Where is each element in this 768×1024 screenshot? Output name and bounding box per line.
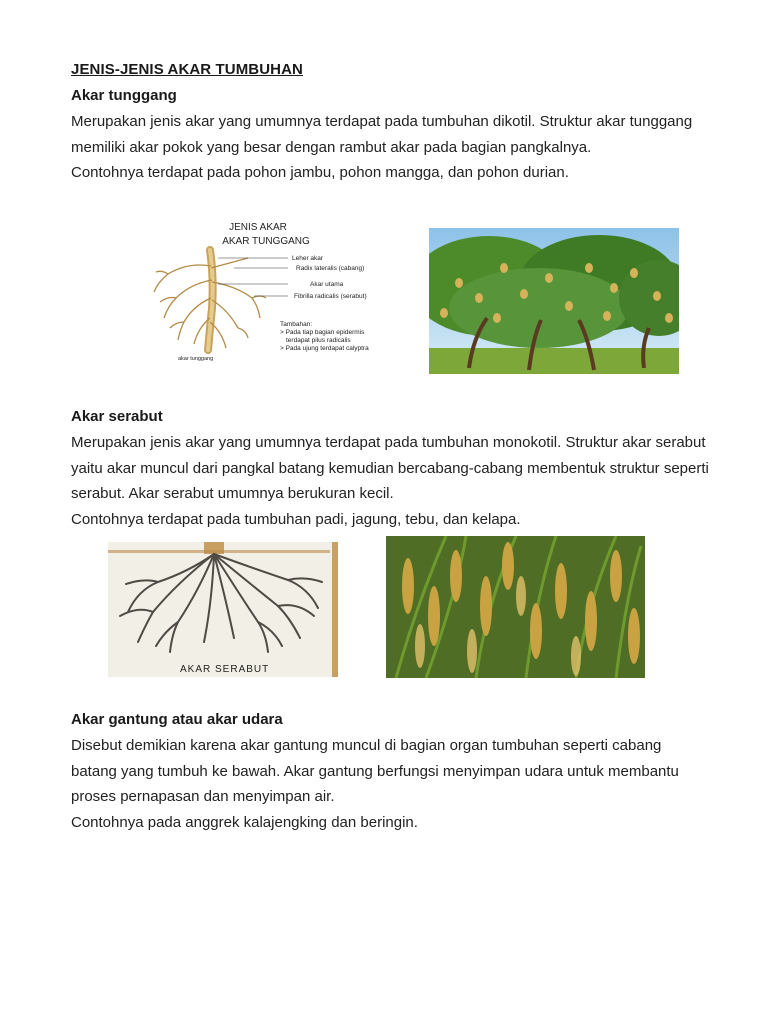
diagram-title-line1: JENIS AKAR <box>229 222 287 233</box>
example-akar-gantung: Contohnya pada anggrek kalajengking dan beringin. <box>71 813 418 831</box>
description-akar-gantung: Disebut demikian karena akar gantung muncul di bagian organ tumbuhan seperti cabang batang yang tumbuh ke bawah. Akar gantung berfungsi menyimpan udara untuk membantu proses pernapasan dan menyimpan air. <box>71 737 679 805</box>
diagram-label-3: Akar utama <box>310 281 344 288</box>
fibrous-caption: AKAR SERABUT <box>180 664 270 675</box>
diagram-note-title: Tambahan: <box>280 321 313 328</box>
diagram-note-line1: > Pada tiap bagian epidermis <box>280 329 365 336</box>
paragraph-akar-tunggang <box>71 109 711 186</box>
diagram-title-line2: AKAR TUNGGANG <box>222 236 310 247</box>
description-akar-serabut: Merupakan jenis akar yang umumnya terdapat pada tumbuhan monokotil. Struktur akar serabut yaitu akar muncul dari pangkal batang kemudian bercabang-cabang membentuk struktur seperti serabut. Akar serabut umumnya berukuran kecil. <box>71 434 709 502</box>
fibrous-root-diagram <box>108 542 338 677</box>
diagram-note-line2: terdapat pilus radicalis <box>286 337 351 344</box>
heading-akar-serabut: Akar serabut <box>71 408 163 425</box>
heading-akar-gantung: Akar gantung atau akar udara <box>71 711 283 728</box>
diagram-label-1: Leher akar <box>292 255 324 262</box>
diagram-label-4: Fibrilla radicalis (serabut) <box>294 293 367 300</box>
diagram-caption: akar tunggang <box>178 356 214 362</box>
document-title: JENIS-JENIS AKAR TUMBUHAN <box>71 61 303 78</box>
paragraph-akar-serabut <box>71 430 711 532</box>
diagram-label-2: Radix lateralis (cabang) <box>296 265 365 272</box>
rice-plant-photo <box>386 536 645 678</box>
mango-tree-photo <box>429 228 679 374</box>
description-akar-tunggang: Merupakan jenis akar yang umumnya terdapat pada tumbuhan dikotil. Struktur akar tunggang memiliki akar pokok yang besar dengan rambut akar pada bagian pangkalnya. <box>71 113 693 156</box>
example-akar-serabut: Contohnya terdapat pada tumbuhan padi, jagung, tebu, dan kelapa. <box>71 510 521 528</box>
taproot-diagram <box>148 218 410 366</box>
diagram-note-line3: > Pada ujung terdapat calyptra <box>280 345 369 352</box>
heading-akar-tunggang: Akar tunggang <box>71 87 177 104</box>
paragraph-akar-gantung <box>71 733 711 835</box>
example-akar-tunggang: Contohnya terdapat pada pohon jambu, pohon mangga, dan pohon durian. <box>71 164 569 181</box>
